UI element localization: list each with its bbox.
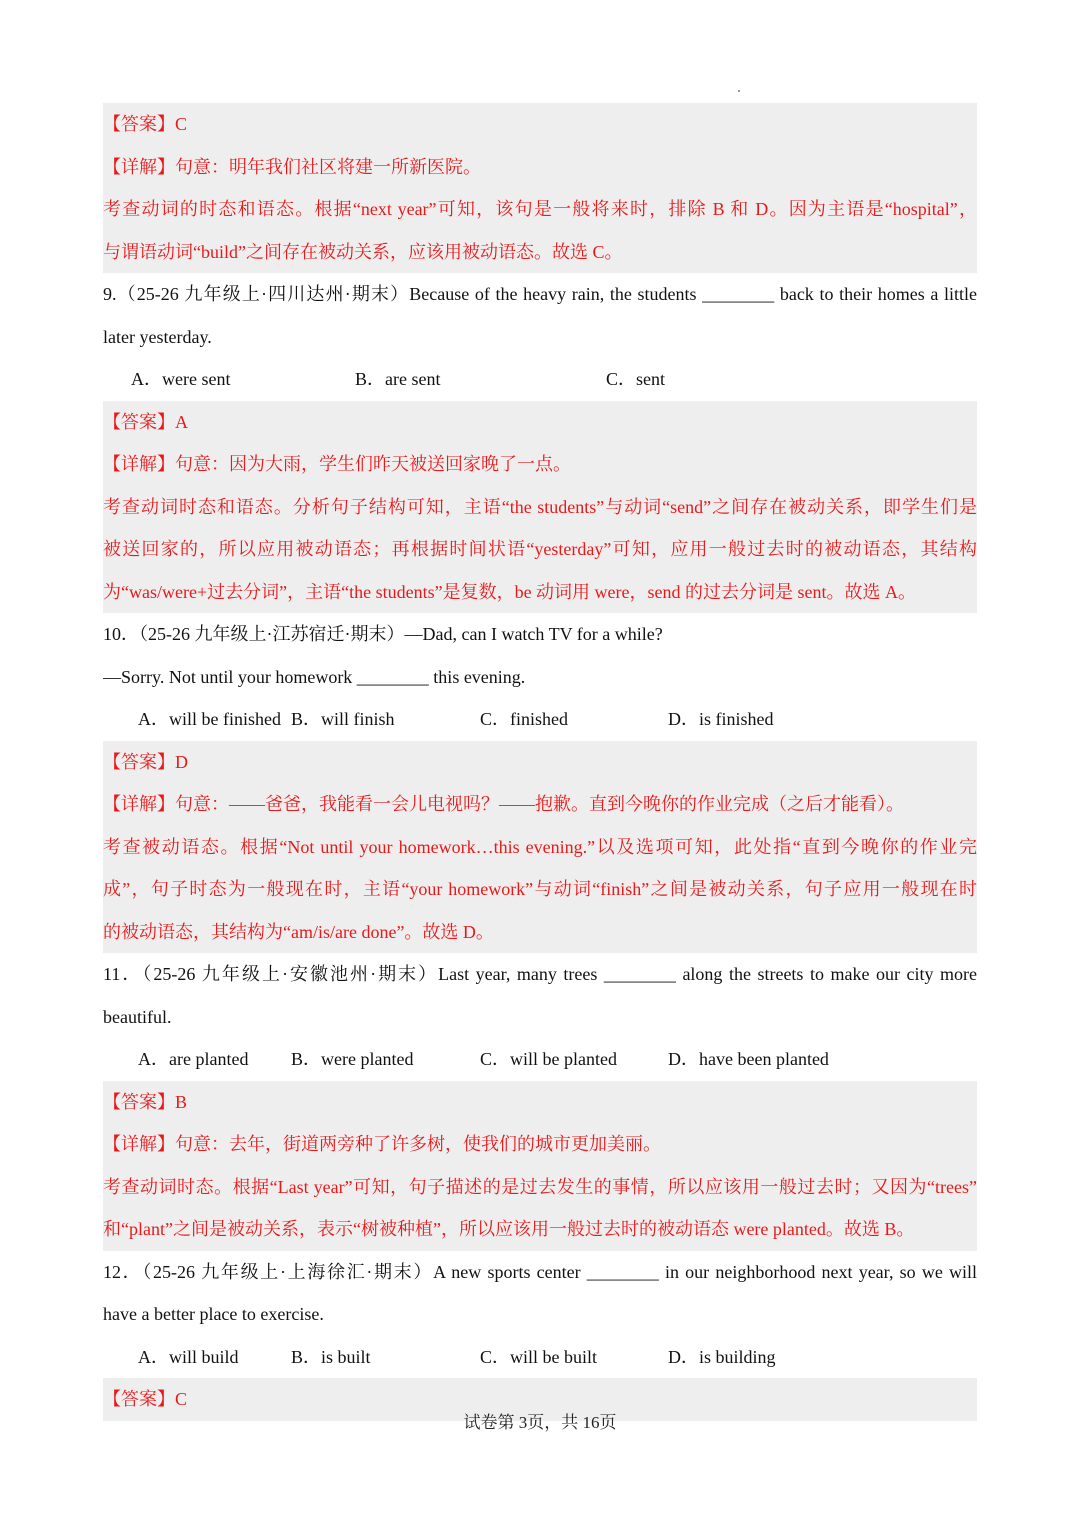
option-a: A．will be finished [138, 709, 281, 729]
analysis-line: 和“plant”之间是被动关系，表示“树被种植”，所以应该用一般过去时的被动语态 were planted。故选 B。 [103, 1219, 915, 1239]
option-c: C．will be planted [480, 1049, 617, 1069]
explain-text: 【详解】句意：——爸爸，我能看一会儿电视吗？——抱歉。直到今晚你的作业完成（之后才能看）。 [103, 794, 904, 814]
option-c: C．will be built [480, 1346, 597, 1367]
question-12-stem-cont: have a better place to exercise. [103, 1304, 324, 1324]
option-d: D．is building [668, 1346, 776, 1367]
question-11-stem-cont: beautiful. [103, 1006, 172, 1027]
question-9-stem: 9.（25-26 九年级上·四川达州·期末）Because of the heavy rain, the students ________ back to their homes a little [103, 284, 977, 304]
option-a: A．were sent [131, 369, 231, 389]
explain-text: 【详解】句意：去年，街道两旁种了许多树，使我们的城市更加美丽。 [103, 1134, 661, 1154]
question-9-options [103, 358, 977, 401]
analysis-line: 成”，句子时态为一般现在时，主语“your homework”与动词“finish”之间是被动关系，句子应用一般现在时 [103, 879, 977, 899]
answer-label: 【答案】A [103, 411, 188, 432]
explain-text: 【详解】句意：因为大雨，学生们昨天被送回家晚了一点。 [103, 454, 571, 474]
question-10-stem-cont: —Sorry. Not until your homework ________ this evening. [103, 666, 526, 687]
analysis-line: 与谓语动词“build”之间存在被动关系，应该用被动语态。故选 C。 [103, 241, 623, 262]
option-c: C．sent [606, 369, 666, 389]
exam-content [103, 103, 977, 1421]
option-a: A．will build [138, 1346, 239, 1367]
page-footer: 试卷第 3页，共 16页 [463, 1413, 617, 1432]
option-d: D．is finished [668, 709, 774, 729]
answer-block-10 [103, 741, 977, 954]
answer-label: 【答案】C [103, 1389, 188, 1409]
option-c: C．finished [480, 709, 568, 729]
question-10-options [103, 698, 977, 741]
question-9-stem-cont: later yesterday. [103, 326, 212, 347]
analysis-line: 考查动词时态和语态。分析句子结构可知，主语“the students”与动词“send”之间存在被动关系，即学生们是 [103, 496, 977, 517]
question-11-options [103, 1038, 977, 1081]
analysis-line: 考查被动语态。根据“Not until your homework…this evening.”以及选项可知，此处指“直到今晚你的作业完 [103, 836, 977, 857]
question-12-options [103, 1336, 977, 1379]
option-b: B．were planted [291, 1049, 414, 1069]
page-mark [738, 90, 740, 92]
answer-label: 【答案】D [103, 751, 188, 772]
analysis-line: 被送回家的，所以应用被动语态；再根据时间状语“yesterday”可知，应用一般过去时的被动语态，其结构 [103, 539, 977, 559]
analysis-line: 考查动词时态。根据“Last year”可知，句子描述的是过去发生的事情，所以应该用一般过去时；又因为“trees” [103, 1176, 977, 1197]
option-b: B．is built [291, 1346, 371, 1367]
analysis-line: 为“was/were+过去分词”，主语“the students”是复数，be 动词用 were，send 的过去分词是 sent。故选 A。 [103, 581, 917, 602]
answer-block-8 [103, 103, 977, 273]
option-a: A．are planted [138, 1049, 249, 1069]
answer-block-11 [103, 1081, 977, 1251]
question-12-stem: 12．（25-26 九年级上·上海徐汇·期末）A new sports center ________ in our neighborhood next year, so we will [103, 1261, 977, 1282]
option-b: B．will finish [291, 709, 395, 729]
question-11-stem: 11．（25-26 九年级上·安徽池州·期末）Last year, many trees ________ along the streets to make our city more [103, 964, 977, 984]
answer-block-9 [103, 401, 977, 614]
analysis-line: 考查动词的时态和语态。根据“next year”可知，该句是一般将来时，排除 B 和 D。因为主语是“hospital”， [103, 199, 977, 219]
option-d: D．have been planted [668, 1049, 829, 1069]
option-b: B．are sent [355, 369, 441, 389]
explain-text: 【详解】句意：明年我们社区将建一所新医院。 [103, 156, 481, 177]
answer-label: 【答案】B [103, 1091, 188, 1112]
answer-label: 【答案】C [103, 114, 188, 134]
analysis-line: 的被动语态，其结构为“am/is/are done”。故选 D。 [103, 921, 494, 942]
question-10-stem: 10．（25-26 九年级上·江苏宿迁·期末）—Dad, can I watch TV for a while? [103, 624, 663, 644]
